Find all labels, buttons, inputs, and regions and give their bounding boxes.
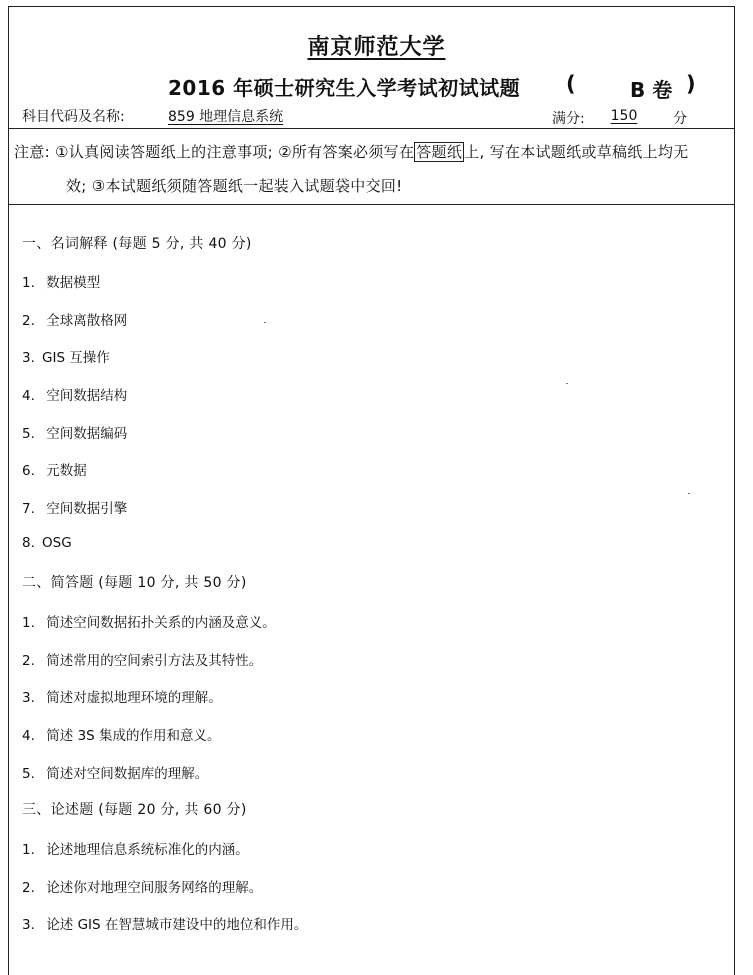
subject-label: 科目代码及名称: <box>22 109 125 125</box>
question-text: 论述 GIS 在智慧城市建设中的地位和作用。 <box>46 917 308 933</box>
question-text: 简述空间数据拓扑关系的内涵及意义。 <box>46 615 276 631</box>
question-number: 8. <box>22 535 35 551</box>
scan-speck <box>688 493 690 494</box>
question-item <box>22 309 127 329</box>
question-text: 空间数据结构 <box>46 388 128 404</box>
scan-speck <box>566 383 568 384</box>
question-item <box>22 422 127 442</box>
question-number: 1. <box>22 842 35 858</box>
question-number: 4. <box>22 388 35 404</box>
question-item <box>22 649 262 669</box>
question-number: 3. <box>22 350 35 366</box>
exam-title: 2016 年硕士研究生入学考试初试试题 <box>168 76 521 100</box>
university-name: 南京师范大学 <box>307 35 446 60</box>
question-number: 2. <box>22 653 35 669</box>
question-item <box>22 762 208 782</box>
question-item <box>22 876 262 896</box>
section-heading-essay: 三、论述题 (每题 20 分, 共 60 分) <box>22 802 247 818</box>
question-number: 5. <box>22 766 35 782</box>
subject-value: 859 地理信息系统 <box>168 109 284 125</box>
notice-line-2: 效; ③本试题纸须随答题纸一起装入试题袋中交回! <box>66 177 403 195</box>
question-text: 论述你对地理空间服务网络的理解。 <box>46 880 263 896</box>
question-item <box>22 497 127 517</box>
question-text: 简述常用的空间索引方法及其特性。 <box>46 653 263 669</box>
answer-sheet-boxed-term: 答题纸 <box>416 143 463 161</box>
question-item <box>22 346 110 366</box>
variant-paren-open: ( <box>566 72 576 96</box>
question-number: 4. <box>22 728 35 744</box>
question-item <box>22 913 307 933</box>
question-number: 5. <box>22 426 35 442</box>
question-text: 元数据 <box>46 463 87 479</box>
question-item <box>22 384 127 404</box>
question-number: 6. <box>22 463 35 479</box>
question-number: 1. <box>22 615 35 631</box>
question-text: 论述地理信息系统标准化的内涵。 <box>46 842 249 858</box>
header-divider <box>8 128 735 129</box>
question-number: 3. <box>22 917 35 933</box>
notice-text-b: 上, 写在本试题纸或草稿纸上均无 <box>464 143 689 161</box>
notice-text-a: 注意: ①认真阅读答题纸上的注意事项; ②所有答案必须写在 <box>14 143 415 161</box>
scan-speck <box>264 322 266 323</box>
question-item <box>22 271 100 291</box>
question-number: 3. <box>22 690 35 706</box>
question-text: 数据模型 <box>46 275 101 291</box>
score-label: 满分: <box>552 111 585 127</box>
question-item <box>22 459 87 479</box>
section-heading-terms: 一、名词解释 (每题 5 分, 共 40 分) <box>22 236 252 252</box>
question-text: 全球离散格网 <box>46 313 128 329</box>
question-text: 简述 3S 集成的作用和意义。 <box>46 728 221 744</box>
question-item <box>22 724 221 744</box>
question-text: 空间数据编码 <box>46 426 128 442</box>
question-number: 2. <box>22 880 35 896</box>
question-number: 1. <box>22 275 35 291</box>
question-item <box>22 838 249 858</box>
variant-paren-close: ) <box>686 72 696 96</box>
score-unit: 分 <box>673 111 687 127</box>
exam-variant: B 卷 <box>630 78 673 102</box>
question-text: 简述对空间数据库的理解。 <box>46 766 209 782</box>
notice-line-1 <box>14 141 689 162</box>
question-item <box>22 611 276 631</box>
question-number: 7. <box>22 501 35 517</box>
question-item <box>22 686 222 706</box>
question-number: 2. <box>22 313 35 329</box>
question-text: 简述对虚拟地理环境的理解。 <box>46 690 222 706</box>
question-text: OSG <box>42 535 72 551</box>
notice-divider <box>8 204 735 205</box>
score-value: 150 <box>610 108 638 124</box>
question-item <box>22 535 72 551</box>
question-text: GIS 互操作 <box>42 350 110 366</box>
question-text: 空间数据引擎 <box>46 501 128 517</box>
section-heading-short-answer: 二、简答题 (每题 10 分, 共 50 分) <box>22 575 247 591</box>
